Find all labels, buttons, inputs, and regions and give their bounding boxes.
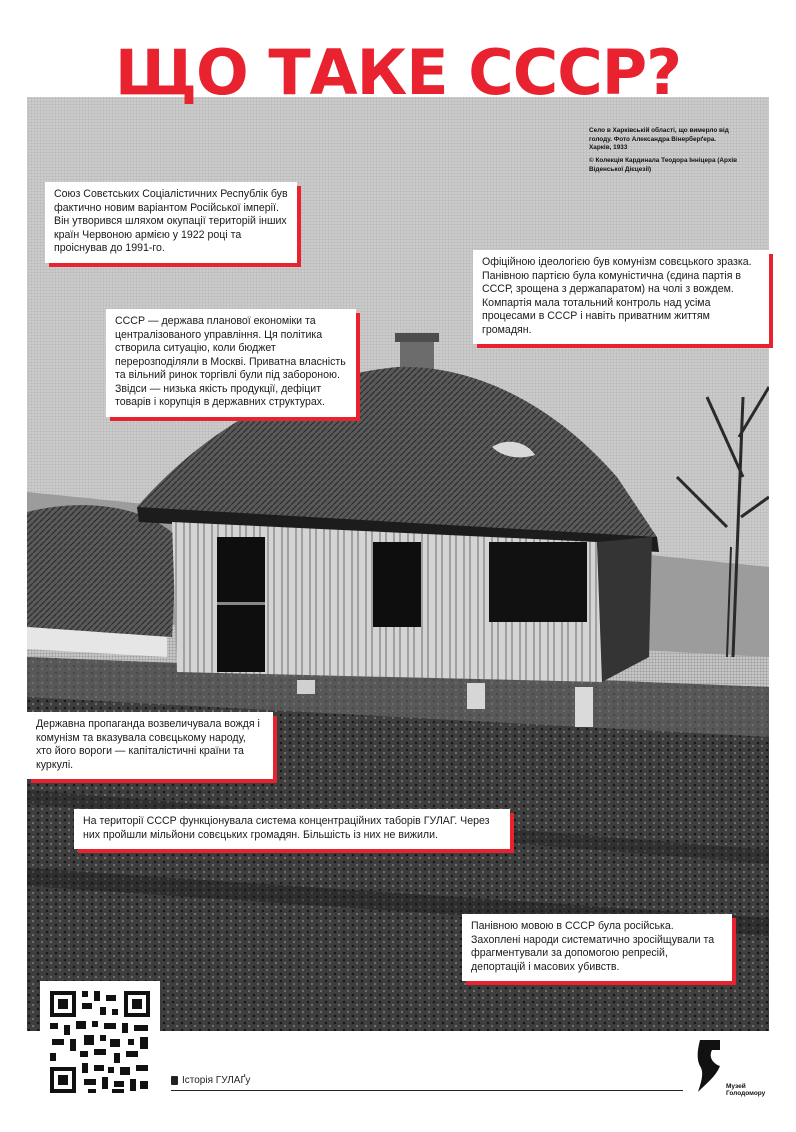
photo-caption-description: Село в Харківській області, що вимерло від голоду. Фото Александра Вінерберґера. Харків, 1933: [589, 127, 729, 152]
museum-logo-icon: [694, 1036, 734, 1094]
qr-code-icon: [40, 981, 160, 1103]
photo-caption: [589, 127, 739, 178]
info-box-ussr-empire: Союз Совєтських Соціалістичних Республік був фактично новим варіантом Російської імперії. Він утворився шляхом окупації територій інших країн Червоною армією у 1922 році та проіснував до 1991-го.: [45, 182, 297, 263]
photo-caption-copyright: © Колекція Кардинала Теодора Інніцера (Архів Віденської Дієцезії): [589, 156, 738, 173]
footer-link[interactable]: [171, 1075, 250, 1086]
info-box-planned-economy: СССР — держава планової економіки та централізованого управління. Ця політика створила ситуацію, коли бюджет перерозподіляли в Москві. Приватна власність та вільний ринок торгівлі були під забороною. Звідси — низька якість продукції, дефіцит товарів і корупція в державних структурах.: [106, 309, 356, 417]
info-box-propaganda: Державна пропаганда возвеличувала вождя і комунізм та вказувала совєцькому народу, хто його вороги — капіталістичні країни та куркулі.: [27, 712, 273, 779]
museum-logo-line1: Музей: [726, 1083, 746, 1090]
info-box-language: Панівною мовою в СССР була російська. Захоплені народи систематично зросійщували та фрагментували за допомогою репресій, депортацій і масових убивств.: [462, 914, 732, 981]
museum-logo: [694, 1036, 764, 1100]
footer-link-label: Історія ГУЛАҐу: [182, 1075, 251, 1086]
footer-divider: [171, 1090, 683, 1091]
museum-logo-line2: Голодомору: [726, 1090, 766, 1098]
book-icon: [171, 1076, 178, 1085]
qr-code[interactable]: [40, 981, 160, 1103]
info-box-gulag: На території СССР функціонувала система концентраційних таборів ГУЛАГ. Через них пройшли мільйони совєцьких громадян. Більшість із них не вижили.: [74, 809, 510, 849]
info-box-ideology: Офіційною ідеологією був комунізм совєцького зразка. Панівною партією була комуністична (єдина партія в СССР, зрощена з держапаратом) на чолі з вождем. Компартія мала тотальний контроль над усіма процесами в СССР і навіть приватним життям громадян.: [473, 250, 769, 344]
page-title: ЩО ТАКЕ СССР?: [114, 36, 682, 109]
